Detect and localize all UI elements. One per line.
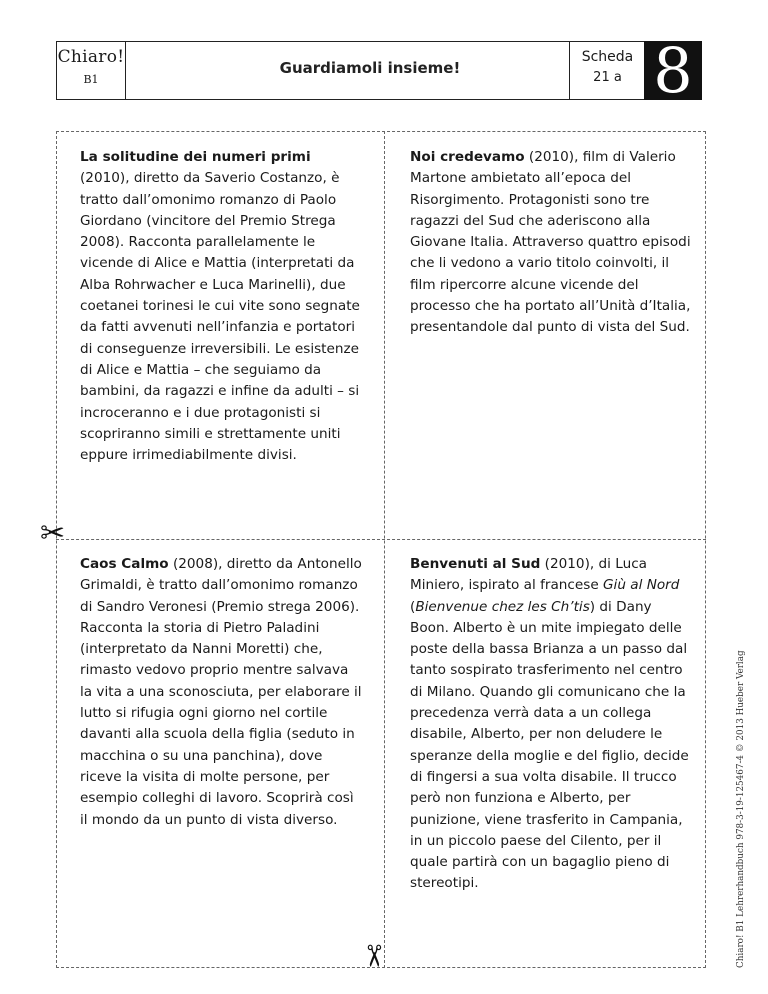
film-description: (2008), diretto da Antonello Grimaldi, è tratto dall’omonimo romanzo di Sandro Veronesi (Premio strega 2006). Racconta la storia di Pietro Paladini (interpretato da Nanni Moretti) che, rimasto vedovo proprio mentre salvava la vita a una sconosciuta, per elaborare il lutto si rifugia ogni giorno nel cortile davanti alla scuola della figlia (seduto in macchina o su una panchina), dove riceve la visita di molte persone, per esempio colleghi di lavoro. Scoprirà così il mondo da un punto di vista diverso.: [80, 556, 362, 828]
sheet-subnumber: 21 a: [593, 70, 622, 85]
film-card-benvenuti-al-sud: [410, 554, 694, 895]
level-label: B1: [83, 73, 99, 86]
film-description-part: ) di Dany Boon. Alberto è un mite impiegato delle poste della bassa Brianza a un passo dal tanto sospirato trasferimento nel centro di Milano. Quando gli comunicano che la precedenza verrà data a un collega disabile, Alberto, per non deludere le speranze della moglie e del figlio, decide di fingersi a sua volta disabile. Il trucco però non funziona e Alberto, per punizione, viene trasferito in Campania, in un piccolo paese del Cilento, per il quale partirà con un bagaglio pieno di stereotipi.: [410, 598, 689, 892]
film-description: (2010), diretto da Saverio Costanzo, è tratto dall’omonimo romanzo di Paolo Giordano (vincitore del Premio Strega 2008). Racconta parallelamente le vicende di Alice e Mattia (interpretati da Alba Rohrwacher e Luca Marinelli), due coetanei torinesi le cui vite sono segnate da fatti avvenuti nell’infanzia e portatori di conseguenze irreversibili. Le esistenze di Alice e Mattia – che seguiamo da bambini, da ragazzi e infine da adulti – si incroceranno e i due protagonisti si scopriranno simili e strettamente uniti eppure irrimediabilmente divisi.: [80, 170, 360, 464]
sheet-box: [569, 42, 645, 99]
film-italic-title: Bienvenue chez les Ch’tis: [415, 598, 590, 615]
film-italic-title: Giù al Nord: [603, 577, 680, 594]
scissors-icon: ✂: [40, 516, 66, 551]
film-description-part: (: [410, 598, 416, 615]
vertical-cut-line: [384, 131, 385, 968]
film-title: La solitudine dei numeri primi: [80, 149, 311, 165]
sheet-label: Scheda: [581, 49, 634, 65]
brand-box: [57, 42, 126, 99]
film-description-part: (2010), di Luca Miniero, ispirato al francese: [410, 556, 648, 594]
page-title: Guardiamoli insieme!: [279, 59, 461, 77]
film-title: Benvenuti al Sud: [410, 556, 541, 572]
film-card-noi-credevamo: [410, 147, 694, 339]
film-title: Noi credevamo: [410, 149, 525, 165]
scissors-icon: ✂: [355, 943, 391, 969]
brand-name: Chiaro!: [57, 47, 125, 67]
film-card-caos-calmo: [80, 554, 364, 831]
sheet-number: 8: [644, 41, 702, 100]
horizontal-cut-line: [56, 539, 706, 540]
film-description: (2010), film di Valerio Martone ambietato all’epoca del Risorgimento. Protagonisti sono tre ragazzi del Sud che aderiscono alla Giovane Italia. Attraverso quattro episodi che li vedono a vario titolo coinvolti, il film ripercorre alcune vicende del processo che ha portato all’Unità d’Italia, presentandole dal punto di vista del Sud.: [410, 149, 691, 336]
worksheet-header: [56, 34, 702, 107]
film-title: Caos Calmo: [80, 556, 169, 572]
copyright-vertical: Chiaro! B1 Lehrerhandbuch 978-3-19-125467-4 © 2013 Hueber Verlag: [736, 650, 746, 968]
film-card-solitudine: [80, 147, 364, 466]
